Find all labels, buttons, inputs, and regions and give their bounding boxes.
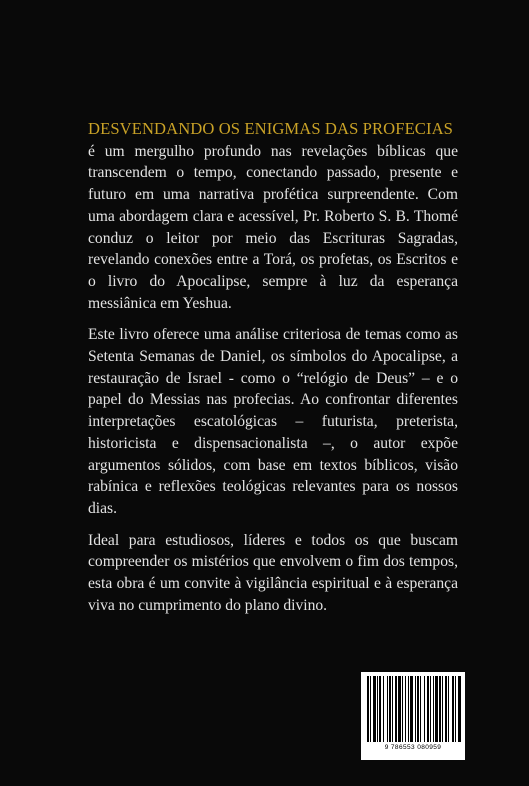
barcode-bar (410, 676, 413, 742)
themes-paragraph: Este livro oferece uma análise criteriosa de temas como as Setenta Semanas de Daniel, os símbolos do Apocalipse, a restauração de Israel - como o “relógio de Deus” – e o papel do Messias nas profecias. Ao confrontar diferentes interpretações escatológicas – futurista, preterista, historicista e dispensacionalista –, o autor expõe argumentos sólidos, com base em textos bíblicos, visão rabínica e reflexões teológicas relevantes para os nossos dias. (88, 326, 458, 517)
barcode-bar (430, 676, 431, 742)
barcode-bar (383, 676, 384, 742)
barcode-bar (442, 676, 443, 742)
book-title: DESVENDANDO OS ENIGMAS DAS PROFECIAS (88, 119, 454, 138)
barcode-bar (448, 676, 449, 742)
intro-paragraph-text: é um mergulho profundo nas revelações bíblicas que transcendem o tempo, conectando passado, presente e futuro em uma narrativa profética surpreendente. Com uma abordagem clara e acessível, Pr. Roberto S. B. Thomé conduz o leitor por meio das Escrituras Sagradas, revelando conexões entre a Torá, os profetas, os Escritos e o livro do Apocalipse, sempre à luz da esperança messiânica em Yeshua. (88, 142, 458, 312)
isbn-number: 9 786553 080959 (384, 744, 442, 751)
barcode-bar (424, 676, 425, 742)
barcode-bar (370, 676, 371, 742)
barcode-bar (367, 676, 369, 742)
barcode-bar (373, 676, 376, 742)
barcode-bar (433, 676, 434, 742)
barcode-bars (365, 676, 461, 742)
barcode-bar (402, 676, 403, 742)
closing-paragraph: Ideal para estudiosos, líderes e todos os que buscam compreender os mistérios que envolvem o fim dos tempos, esta obra é um convite à vigilância espiritual e à esperança viva no cumprimento do plano divino. (88, 531, 458, 614)
barcode-bar (439, 676, 441, 742)
back-cover-text (88, 118, 458, 626)
barcode-bar (415, 676, 416, 742)
barcode-bar (458, 676, 461, 742)
barcode-bar (379, 676, 381, 742)
intro-paragraph (88, 118, 458, 314)
barcode-bar (420, 676, 421, 742)
isbn-barcode (361, 672, 465, 760)
barcode-bar (389, 676, 391, 742)
barcode-bar (427, 676, 429, 742)
barcode-bar (455, 676, 456, 742)
barcode-bar (417, 676, 419, 742)
barcode-bar (392, 676, 393, 742)
barcode-bar (405, 676, 406, 742)
barcode-bar (445, 676, 447, 742)
barcode-bar (435, 676, 438, 742)
barcode-bar (395, 676, 397, 742)
barcode-bar (387, 676, 388, 742)
barcode-bar (377, 676, 378, 742)
barcode-bar (398, 676, 401, 742)
barcode-bar (408, 676, 409, 742)
barcode-bar (452, 676, 454, 742)
